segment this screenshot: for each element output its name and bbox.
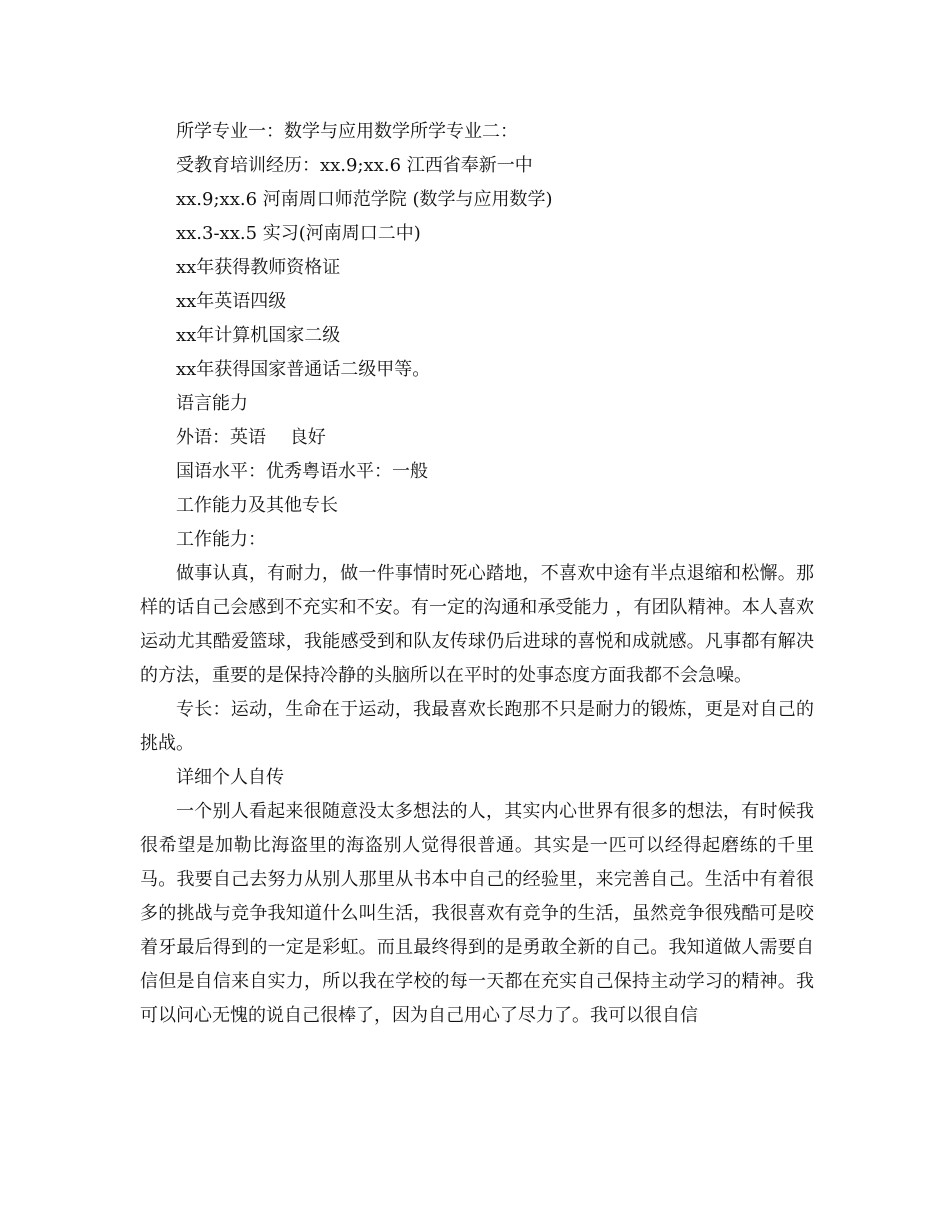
foreign-language-line: 外语：英语 良好	[176, 427, 326, 448]
skills-heading: 工作能力及其他专长	[176, 495, 338, 516]
dialect-line: 国语水平：优秀粤语水平：一般	[176, 461, 428, 482]
computer-cert-line: xx年计算机国家二级	[176, 325, 341, 346]
internship-line: xx.3-xx.5 实习(河南周口二中)	[176, 223, 421, 244]
language-heading: 语言能力	[176, 393, 248, 414]
major-line: 所学专业一：数学与应用数学所学专业二：	[176, 121, 518, 142]
mandarin-cert-line: xx年获得国家普通话二级甲等。	[176, 359, 431, 380]
document-page	[140, 115, 814, 1033]
education-line: 受教育培训经历：xx.9;xx.6 江西省奉新一中	[176, 155, 533, 176]
specialty-paragraph: 专长：运动，生命在于运动，我最喜欢长跑那不只是耐力的锻炼，更是对自己的挑战。	[140, 699, 814, 754]
work-ability-paragraph: 做事认真，有耐力，做一件事情时死心踏地，不喜欢中途有半点退缩和松懈。那样的话自己会感到不充实和不安。有一定的沟通和承受能力 ，有团队精神。本人喜欢运动尤其酷爱篮球，我能感受到和队友传球仍后进球的喜悦和成就感。凡事都有解决的方法，重要的是保持冷静的头脑所以在平时的处事态度方面我都不会急噪。	[140, 563, 814, 686]
autobiography-heading: 详细个人自传	[176, 767, 284, 788]
work-ability-heading: 工作能力：	[176, 529, 266, 550]
education-college-line: xx.9;xx.6 河南周口师范学院 (数学与应用数学)	[176, 189, 553, 210]
autobiography-paragraph: 一个别人看起来很随意没太多想法的人，其实内心世界有很多的想法，有时候我很希望是加勒比海盗里的海盗别人觉得很普通。其实是一匹可以经得起磨练的千里马。我要自己去努力从别人那里从书本中自己的经验里，来完善自己。生活中有着很多的挑战与竞争我知道什么叫生活，我很喜欢有竞争的生活，虽然竞争很残酷可是咬着牙最后得到的一定是彩虹。而且最终得到的是勇敢全新的自己。我知道做人需要自信但是自信来自实力，所以我在学校的每一天都在充实自己保持主动学习的精神。我可以问心无愧的说自己很棒了，因为自己用心了尽力了。我可以很自信	[140, 801, 814, 1026]
english-cert-line: xx年英语四级	[176, 291, 287, 312]
teacher-cert-line: xx年获得教师资格证	[176, 257, 341, 278]
